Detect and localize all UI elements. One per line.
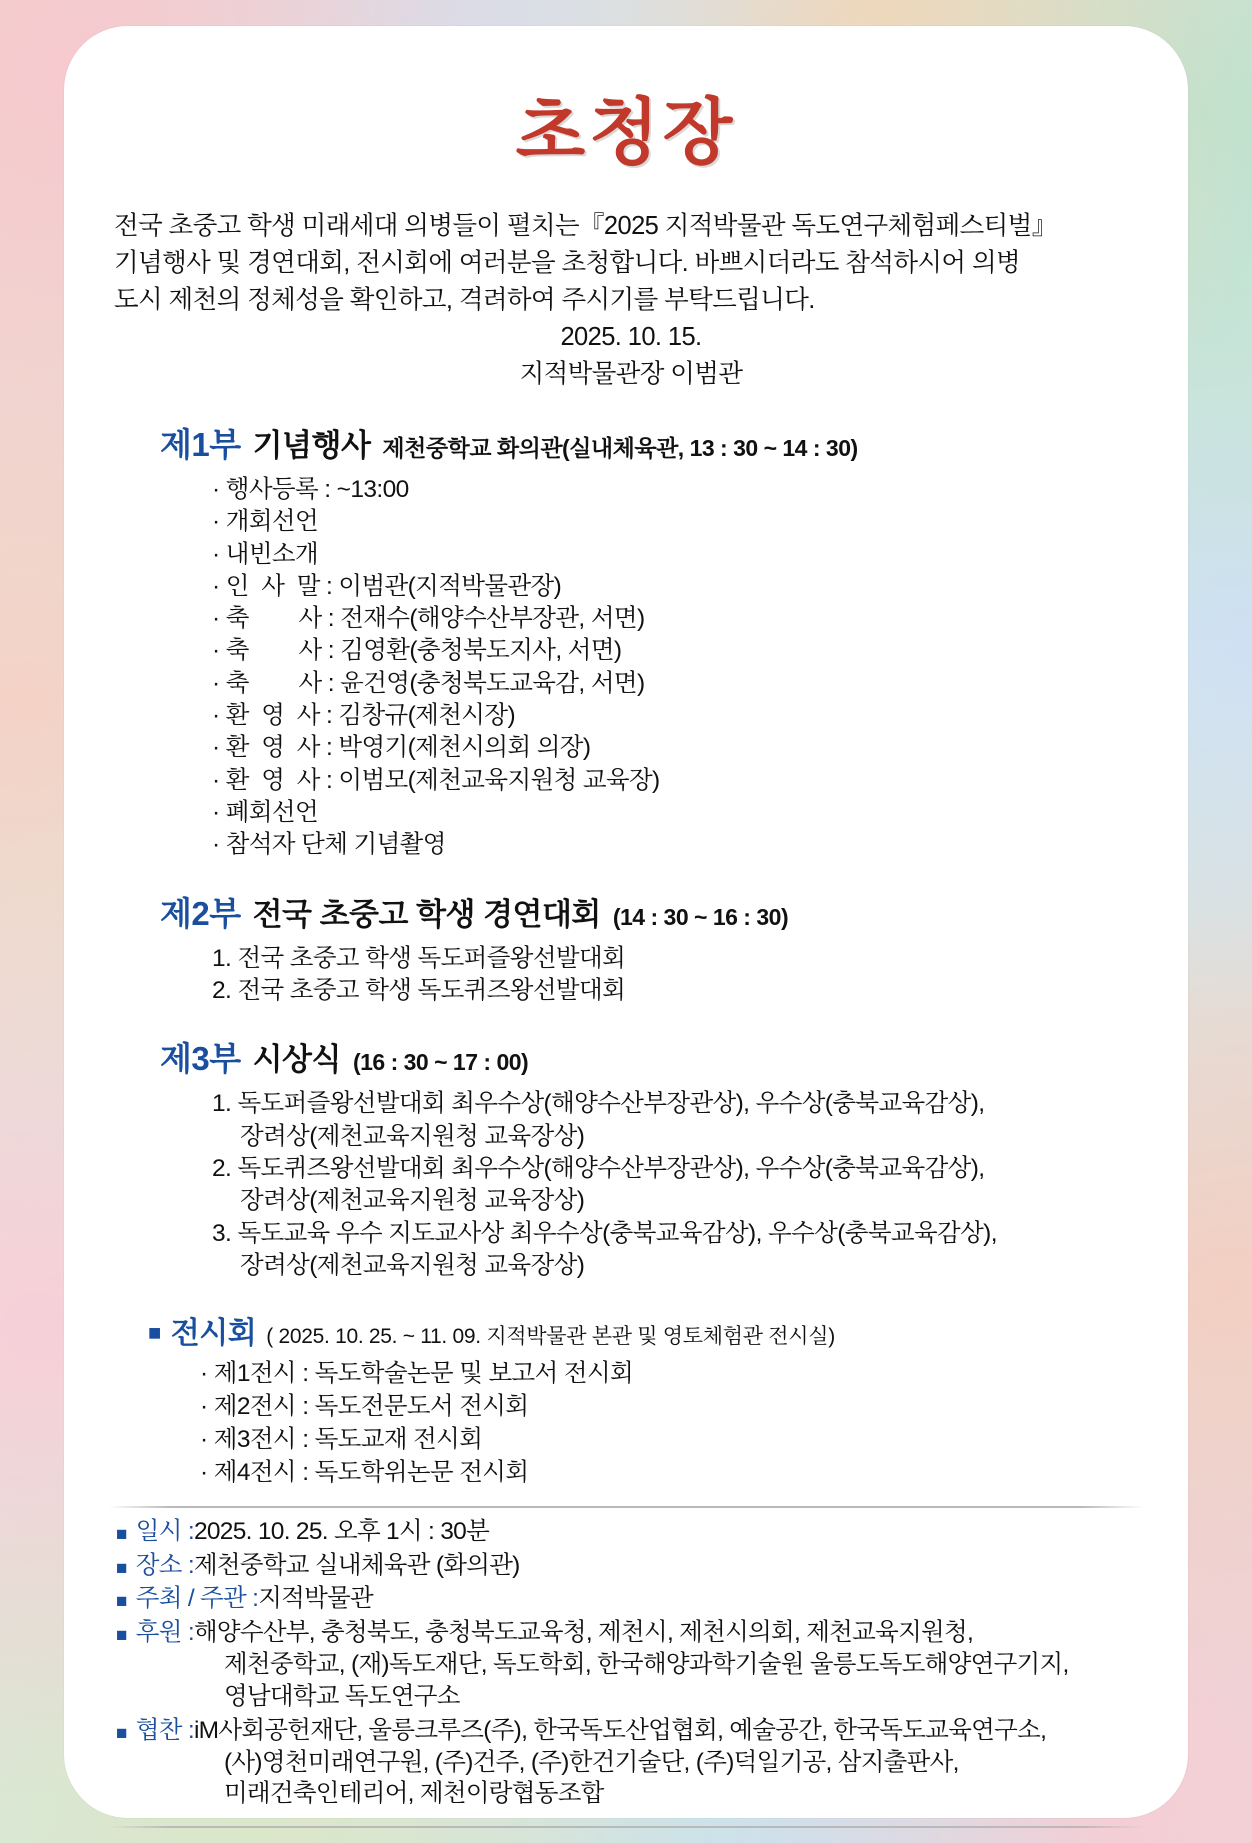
list-item: · 제2전시 : 독도전문도서 전시회 xyxy=(200,1393,529,1421)
intro-paragraph xyxy=(114,208,1148,393)
intro-line-1: 전국 초중고 학생 미래세대 의병들이 펼치는『2025 지적박물관 독도연구체험페스티벌』 xyxy=(114,212,1057,240)
footer-value xyxy=(194,1550,1144,1582)
section-3-items xyxy=(212,1088,1188,1282)
section-1-venue-time: 제천중학교 화의관(실내체육관, 13 : 30 ~ 14 : 30) xyxy=(382,434,858,461)
footer-value xyxy=(194,1617,1144,1713)
list-item: · 참석자 단체 기념촬영 xyxy=(212,831,446,859)
intro-line-3: 도시 제천의 정체성을 확인하고, 격려하여 주시기를 부탁드립니다. xyxy=(114,285,815,314)
section-part-2 xyxy=(64,888,1188,1008)
list-item: · 축 사 : 윤건영(충청북도교육감, 서면) xyxy=(212,669,645,697)
footer-value-line: 제천중학교, (재)독도재단, 독도학회, 한국해양과학기술원 울릉도독도해양연구기지, xyxy=(223,1651,1069,1679)
square-bullet-icon: ■ xyxy=(116,1523,127,1545)
list-item: · 제4전시 : 독도학위논문 전시회 xyxy=(200,1458,529,1486)
footer-label: 일시 : xyxy=(135,1517,194,1545)
footer-value-line: 영남대학교 독도연구소 xyxy=(223,1682,460,1710)
footer-value-line: 지적박물관 xyxy=(258,1585,374,1613)
section-2-items xyxy=(212,943,1188,1008)
section-part-3 xyxy=(64,1033,1188,1282)
footer-value-line: 미래건축인테리어, 제천이랑협동조합 xyxy=(223,1780,604,1808)
footer-row-sponsor xyxy=(116,1617,1144,1713)
section-1-heading xyxy=(160,419,1188,466)
footer-value-line: 해양수산부, 충청북도, 충청북도교육청, 제천시, 제천시의회, 제천교육지원청, xyxy=(193,1619,974,1647)
list-item: · 내빈소개 xyxy=(212,540,319,568)
footer-row-supporter xyxy=(116,1715,1144,1811)
exhibition-title: 전시회 xyxy=(170,1317,257,1351)
list-item: · 행사등록 : ~13:00 xyxy=(212,475,409,503)
footer-value-line: (사)영천미래연구원, (주)건주, (주)한건기술단, (주)덕일기공, 삼지출판사, xyxy=(223,1748,959,1776)
section-1-number: 제1부 xyxy=(160,425,241,463)
exhibition-items xyxy=(200,1358,1188,1489)
square-bullet-icon: ■ xyxy=(116,1625,127,1647)
section-1-name: 기념행사 xyxy=(252,427,371,463)
section-3-time: (16 : 30 ~ 17 : 00) xyxy=(352,1049,529,1076)
invitation-card xyxy=(64,26,1188,1818)
list-item: · 환 영 사 : 이범모(제천교육지원청 교육장) xyxy=(212,766,660,794)
footer-value xyxy=(258,1583,1144,1615)
intro-date: 2025. 10. 15. xyxy=(560,322,702,351)
list-item: · 인 사 말 : 이범관(지적박물관장) xyxy=(212,572,562,600)
section-3-heading xyxy=(160,1033,1188,1080)
list-item: · 축 사 : 김영환(충청북도지사, 서면) xyxy=(212,637,622,665)
footer-label: 주최 / 주관 : xyxy=(135,1585,259,1613)
square-bullet-icon: ■ xyxy=(116,1722,127,1744)
list-item xyxy=(212,1218,1188,1283)
list-item: · 환 영 사 : 김창규(제천시장) xyxy=(212,702,516,730)
award-line-cont: 장려상(제천교육지원청 교육장상) xyxy=(240,1122,585,1150)
section-3-number: 제3부 xyxy=(160,1040,241,1078)
list-item xyxy=(212,1088,1188,1153)
section-part-1 xyxy=(64,419,1188,862)
divider-bottom xyxy=(108,1826,1144,1828)
intro-line-2: 기념행사 및 경연대회, 전시회에 여러분을 초청합니다. 바쁘시더라도 참석하시어 의병 xyxy=(114,248,1021,277)
footer-value-line: iM사회공헌재단, 울릉크루즈(주), 한국독도산업협회, 예술공간, 한국독도교육연구소, xyxy=(193,1716,1047,1744)
section-2-number: 제2부 xyxy=(160,894,241,932)
section-2-heading xyxy=(160,888,1188,935)
award-line: 3. 독도교육 우수 지도교사상 최우수상(충북교육감상), 우수상(충북교육감상), xyxy=(212,1219,997,1247)
footer-value-line: 2025. 10. 25. 오후 1시 : 30분 xyxy=(193,1517,490,1545)
footer-value xyxy=(194,1715,1144,1811)
square-bullet-icon: ■ xyxy=(116,1557,127,1579)
card-content xyxy=(64,26,1188,1828)
award-line-cont: 장려상(제천교육지원청 교육장상) xyxy=(240,1252,585,1280)
list-item xyxy=(212,1153,1188,1218)
list-item: · 개회선언 xyxy=(212,508,319,536)
footer-value-line: 제천중학교 실내체육관 (화의관) xyxy=(193,1551,520,1579)
footer-label: 협찬 : xyxy=(135,1716,194,1744)
list-item: 1. 전국 초중고 학생 독도퍼즐왕선발대회 xyxy=(212,944,626,972)
list-item: · 제1전시 : 독도학술논문 및 보고서 전시회 xyxy=(200,1360,634,1388)
award-line: 2. 독도퀴즈왕선발대회 최우수상(해양수산부장관상), 우수상(충북교육감상), xyxy=(212,1155,985,1183)
list-item: 2. 전국 초중고 학생 독도퀴즈왕선발대회 xyxy=(212,977,626,1005)
exhibition-range: ( 2025. 10. 25. ~ 11. 09. 지적박물관 본관 및 영토체험관 전시실) xyxy=(266,1325,835,1349)
square-bullet-icon: ■ xyxy=(116,1591,127,1613)
list-item: · 환 영 사 : 박영기(제천시의회 의장) xyxy=(212,734,591,762)
footer-label: 후원 : xyxy=(135,1619,194,1647)
section-1-items xyxy=(212,474,1188,862)
intro-signature: 지적박물관장 이범관 xyxy=(519,359,743,388)
footer-row-place xyxy=(116,1550,1144,1582)
footer-label: 장소 : xyxy=(135,1551,194,1579)
section-3-name: 시상식 xyxy=(252,1042,341,1078)
square-bullet-icon: ■ xyxy=(148,1320,161,1346)
list-item: · 폐회선언 xyxy=(212,799,319,827)
award-line-cont: 장려상(제천교육지원청 교육장상) xyxy=(240,1187,585,1215)
list-item: · 제3전시 : 독도교재 전시회 xyxy=(200,1426,483,1454)
footer-value xyxy=(194,1516,1144,1548)
list-item: · 축 사 : 전재수(해양수산부장관, 서면) xyxy=(212,605,645,633)
footer-info xyxy=(64,1516,1188,1811)
section-2-time: (14 : 30 ~ 16 : 30) xyxy=(612,903,789,930)
exhibition-heading xyxy=(64,1308,1188,1352)
footer-row-host xyxy=(116,1583,1144,1615)
page-title: 초청장 xyxy=(515,93,737,173)
award-line: 1. 독도퍼즐왕선발대회 최우수상(해양수산부장관상), 우수상(충북교육감상), xyxy=(212,1090,985,1118)
section-2-name: 전국 초중고 학생 경연대회 xyxy=(252,896,601,932)
divider-top xyxy=(108,1506,1144,1508)
footer-row-datetime xyxy=(116,1516,1144,1548)
